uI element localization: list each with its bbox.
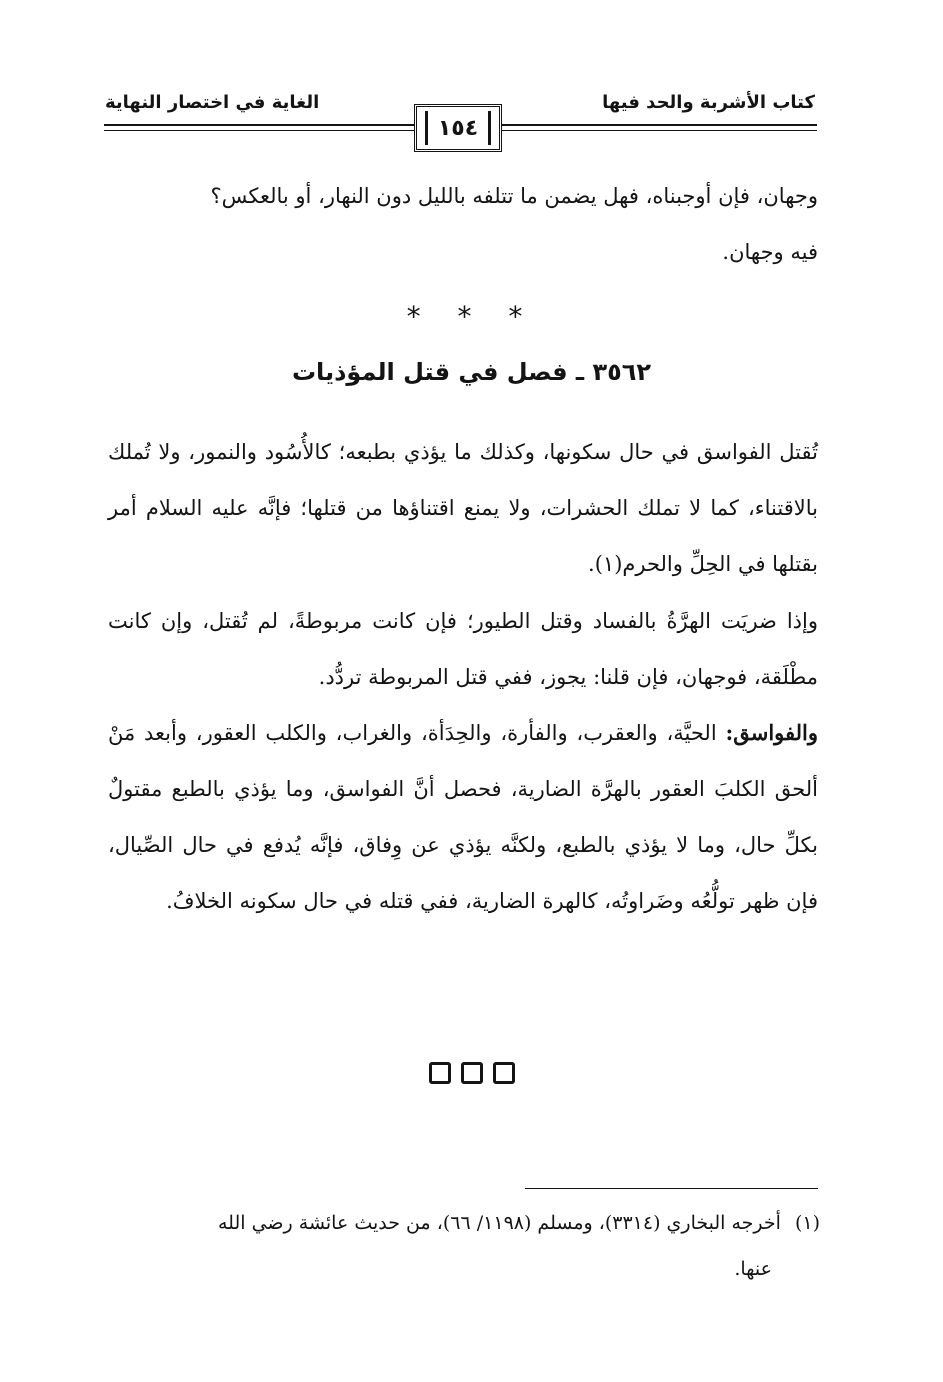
square-icon <box>461 1062 483 1084</box>
intro-line: وجهان، فإن أوجبناه، فهل يضمن ما تتلفه بالليل دون النهار، أو بالعكس؟ <box>210 184 818 208</box>
paragraph-cat <box>108 593 818 705</box>
section-separator: * * * <box>406 300 537 333</box>
intro-paragraph <box>108 168 818 280</box>
footnote-rule <box>525 1188 818 1189</box>
footnote-text: أخرجه البخاري (٣٣١٤)، ومسلم (١١٩٨/ ٦٦)، من حديث عائشة رضي الله <box>217 1212 781 1234</box>
footnote-number: (١) <box>794 1212 820 1234</box>
paragraph-label: والفواسق: <box>725 720 818 745</box>
chapter-title: كتاب الأشربة والحد فيها <box>602 92 815 113</box>
footnote-line-continued: عنها. <box>734 1258 772 1280</box>
paragraph-text: الحيَّة، والعقرب، والفأرة، والحِدَأة، والغراب، والكلب العقور، وأبعد مَنْ ألحق الكلبَ العقور بالهرَّة الضارية، فحصل أنَّ الفواسق، وما يؤذي بالطبع مقتولٌ بكلِّ حال، وما لا يؤذي بالطبع، ولكنَّه يؤذي عن وِفاق، فإنَّه يُدفع في حال الصِّيال، فإن ظهر تولُّعُه وضَراوتُه، كالهرة الضارية، ففي قتله في حال سكونه الخلافُ. <box>108 721 818 913</box>
paragraph-text: وإذا ضريَت الهرَّةُ بالفساد وقتل الطيور؛ فإن كانت مربوطةً، لم تُقتل، وإن كانت مطْلَقة، فوجهان، فإن قلنا: يجوز، ففي قتل المربوطة تردُّد. <box>108 609 818 689</box>
intro-line: فيه وجهان. <box>722 240 818 264</box>
footnote <box>108 1200 820 1292</box>
square-icon <box>429 1062 451 1084</box>
footnote-line <box>108 1200 820 1246</box>
page-number-frame <box>414 104 502 152</box>
paragraph-killing-fawasiq <box>108 424 818 592</box>
square-icon <box>493 1062 515 1084</box>
chapter-end-marks <box>0 1062 943 1084</box>
paragraph-fawasiq-list <box>108 705 818 929</box>
page-number: ١٥٤ <box>425 111 491 145</box>
book-title: الغاية في اختصار النهاية <box>105 92 320 113</box>
paragraph-text: تُقتل الفواسق في حال سكونها، وكذلك ما يؤذي بطبعه؛ كالأُسُود والنمور، ولا تُملك بالاقتناء، كما لا تملك الحشرات، ولا يمنع اقتناؤها من قتلها؛ فإنَّه عليه السلام أمر بقتلها في الحِلِّ والحرم(١). <box>108 440 818 576</box>
section-heading: ٣٥٦٢ ـ فصل في قتل المؤذيات <box>291 358 652 386</box>
